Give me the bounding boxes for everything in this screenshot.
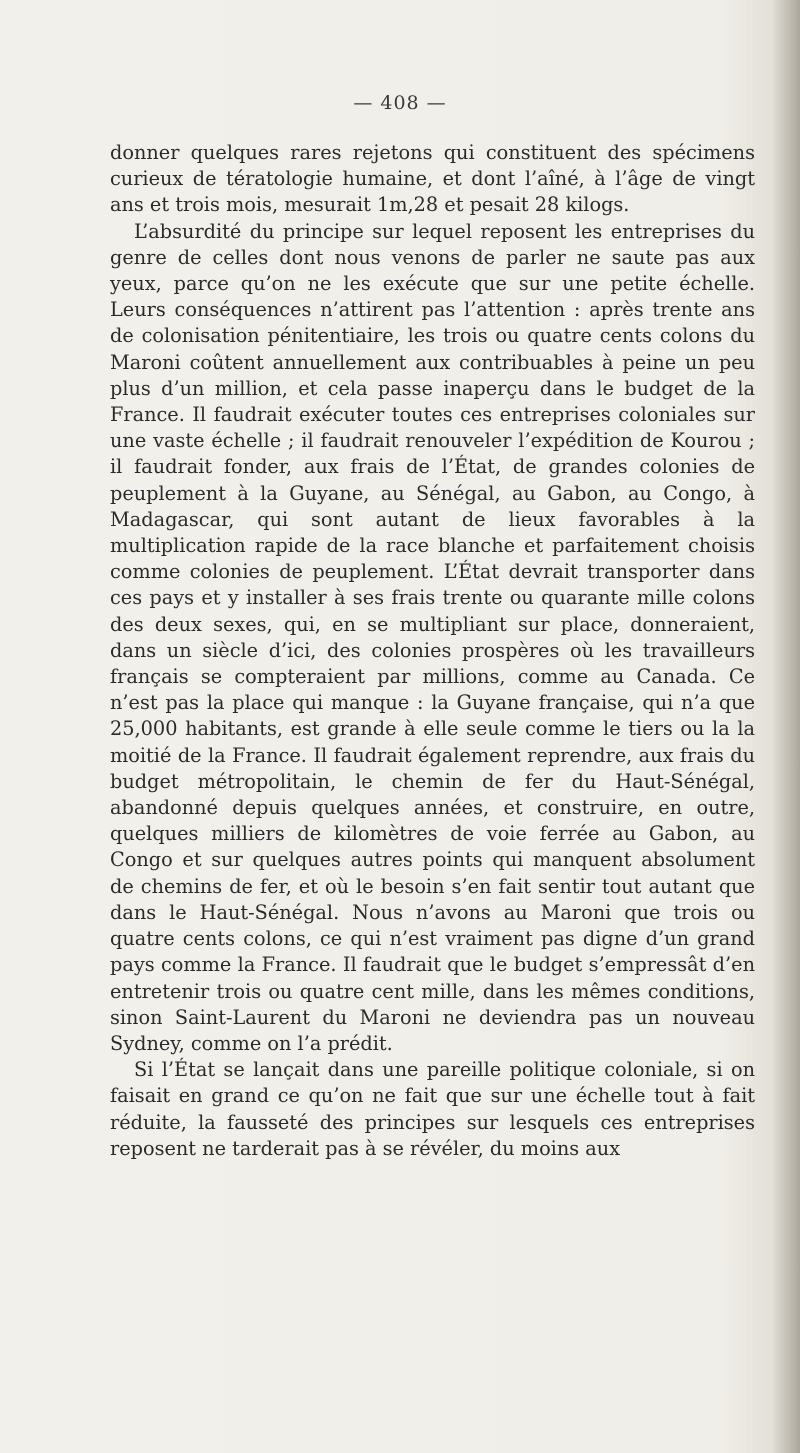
- page-binding-shadow: [772, 0, 800, 1453]
- page-number-header: — 408 —: [353, 92, 447, 114]
- body-text: [110, 140, 755, 1162]
- paragraph-3: Si l’État se lançait dans une pareille politique coloniale, si on faisait en grand ce qu’on ne fait que sur une échelle tout à fait réduite, la fausseté des principes sur lesquels ces entreprises reposent ne tarderait pas à se révéler, du moins aux: [110, 1058, 755, 1160]
- paragraph-1: donner quelques rares rejetons qui constituent des spécimens curieux de tératologie humaine, et dont l’aîné, à l’âge de vingt ans et trois mois, mesurait 1m,28 et pesait 28 kilogs.: [110, 141, 755, 217]
- paragraph-2: L’absurdité du principe sur lequel reposent les entreprises du genre de celles dont nous venons de parler ne saute pas aux yeux, parce qu’on ne les exécute que sur une petite échelle. Leurs conséquences n’attirent pas l’attention : après trente ans de colonisation pénitentiaire, les trois ou quatre cents colons du Maroni coûtent annuellement aux contribuables à peine un peu plus d’un million, et cela passe inaperçu dans le budget de la France. Il faudrait exécuter toutes ces entreprises coloniales sur une vaste échelle ; il faudrait renouveler l’expédition de Kourou ; il faudrait fonder, aux frais de l’État, de grandes colonies de peuplement à la Guyane, au Sénégal, au Gabon, au Congo, à Madagascar, qui sont autant de lieux favorables à la multiplication rapide de la race blanche et parfaitement choisis comme colonies de peuplement. L’État devrait transporter dans ces pays et y installer à ses frais trente ou quarante mille colons des deux sexes, qui, en se multipliant sur place, donneraient, dans un siècle d’ici, des colonies prospères où les travailleurs français se compteraient par millions, comme au Canada. Ce n’est pas la place qui manque : la Guyane française, qui n’a que 25,000 habitants, est grande à elle seule comme le tiers ou la la moitié de la France. Il faudrait également reprendre, aux frais du budget métropolitain, le chemin de fer du Haut-Sénégal, abandonné depuis quelques années, et construire, en outre, quelques milliers de kilomètres de voie ferrée au Gabon, au Congo et sur quelques autres points qui manquent absolument de chemins de fer, et où le besoin s’en fait sentir tout autant que dans le Haut-Sénégal. Nous n’avons au Maroni que trois ou quatre cents colons, ce qui n’est vraiment pas digne d’un grand pays comme la France. Il faudrait que le budget s’empressât d’en entretenir trois ou quatre cent mille, dans les mêmes conditions, sinon Saint-Laurent du Maroni ne deviendra pas un nouveau Sydney, comme on l’a prédit.: [110, 219, 755, 1055]
